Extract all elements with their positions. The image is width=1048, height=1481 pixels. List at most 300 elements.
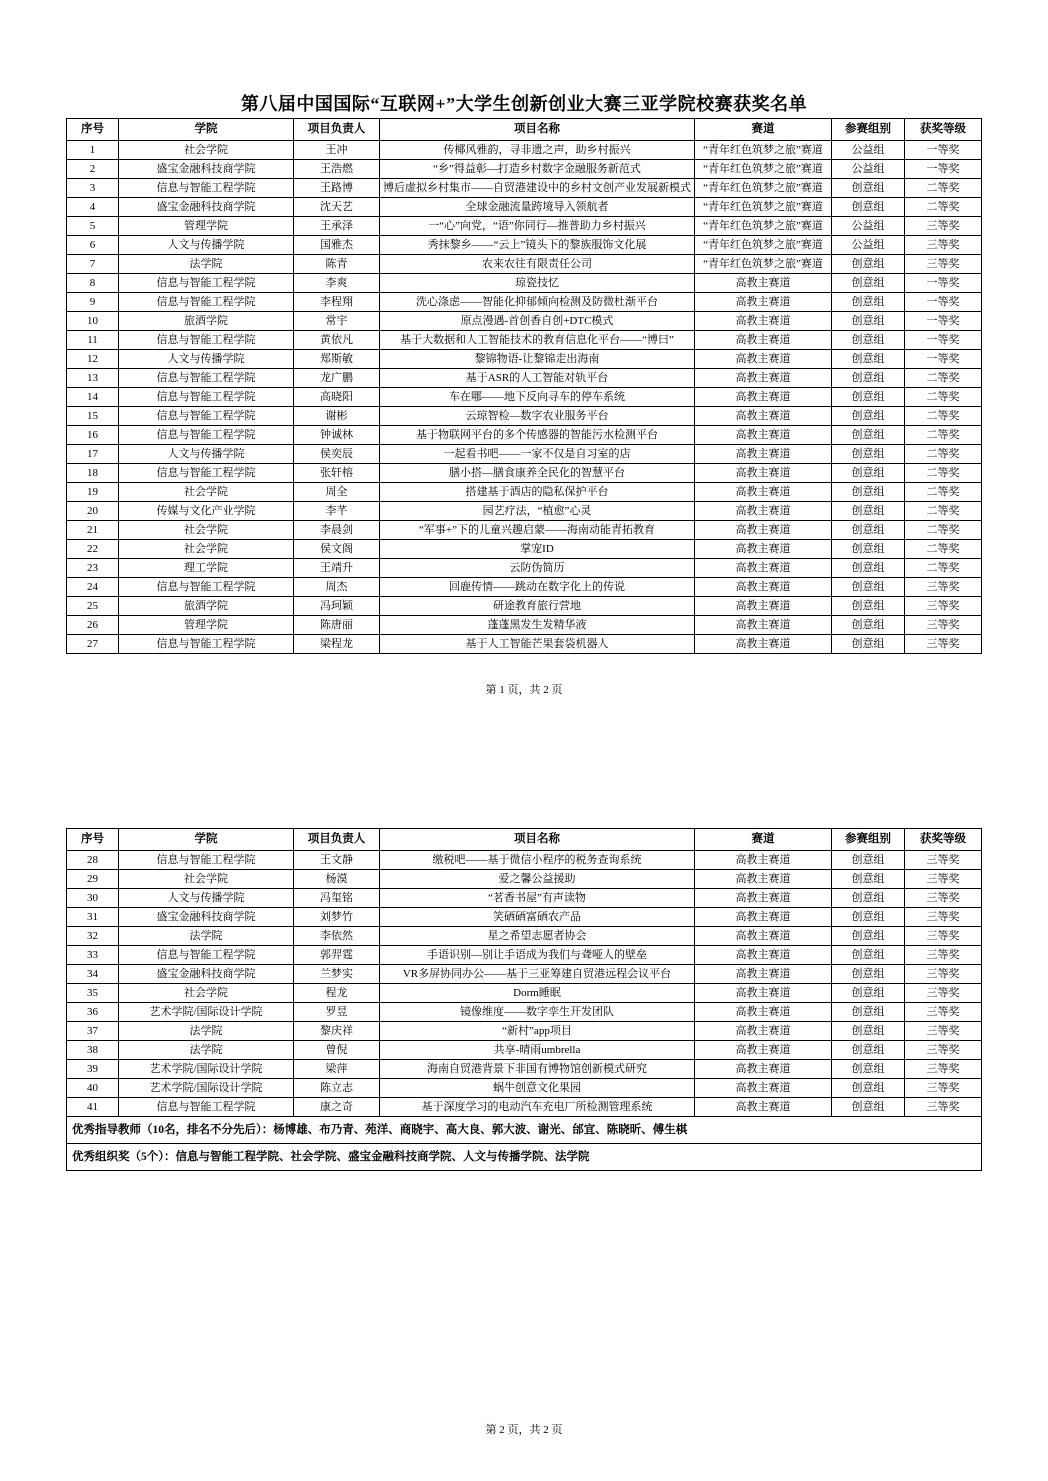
table-cell: 创意组 (832, 179, 905, 198)
table-row (67, 388, 982, 407)
table-cell: 信息与智能工程学院 (119, 426, 294, 445)
table-cell: 云琼智检—数字农业服务平台 (380, 407, 695, 426)
table-row (67, 946, 982, 965)
table-cell: 梁萍 (294, 1060, 380, 1079)
table-row (67, 559, 982, 578)
table-cell: 高教主赛道 (695, 502, 832, 521)
table-cell: 13 (67, 369, 119, 388)
table-cell: 三等奖 (905, 578, 982, 597)
table-cell: 黎锦物语-让黎锦走出海南 (380, 350, 695, 369)
table-cell: 国雅杰 (294, 236, 380, 255)
table-cell: 创意组 (832, 889, 905, 908)
table-cell: 李芊 (294, 502, 380, 521)
table-row (67, 597, 982, 616)
column-header: 学院 (119, 829, 294, 851)
table-cell: 三等奖 (905, 597, 982, 616)
table-cell: 刘梦竹 (294, 908, 380, 927)
table-cell: 人文与传播学院 (119, 236, 294, 255)
table-cell: 创意组 (832, 521, 905, 540)
table-cell: 创意组 (832, 483, 905, 502)
table-cell: 艺术学院/国际设计学院 (119, 1003, 294, 1022)
table-cell: 17 (67, 445, 119, 464)
table-cell: 二等奖 (905, 483, 982, 502)
table-cell: 14 (67, 388, 119, 407)
table-cell: 创意组 (832, 198, 905, 217)
table-cell: 28 (67, 851, 119, 870)
table-row (67, 1060, 982, 1079)
table-cell: 高教主赛道 (695, 521, 832, 540)
table-cell: 兰梦实 (294, 965, 380, 984)
table-cell: 艺术学院/国际设计学院 (119, 1060, 294, 1079)
table-cell: 信息与智能工程学院 (119, 578, 294, 597)
column-header: 获奖等级 (905, 119, 982, 141)
table-cell: 高教主赛道 (695, 889, 832, 908)
table-cell: 陈青 (294, 255, 380, 274)
table-cell: 高教主赛道 (695, 1060, 832, 1079)
table-cell: 27 (67, 635, 119, 654)
table-cell: “青年红色筑梦之旅”赛道 (695, 198, 832, 217)
table-cell: 11 (67, 331, 119, 350)
table-row (67, 1003, 982, 1022)
table-cell: 创意组 (832, 946, 905, 965)
table-cell: 6 (67, 236, 119, 255)
table-cell: 创意组 (832, 274, 905, 293)
table-cell: 高教主赛道 (695, 965, 832, 984)
table-cell: 一“心”向党，“语”你同行—推普助力乡村振兴 (380, 217, 695, 236)
table-cell: 管理学院 (119, 217, 294, 236)
table-cell: 高教主赛道 (695, 1022, 832, 1041)
column-header: 学院 (119, 119, 294, 141)
table-cell: 艺术学院/国际设计学院 (119, 1079, 294, 1098)
table-cell: 一等奖 (905, 312, 982, 331)
table-cell: 社会学院 (119, 483, 294, 502)
table-cell: 公益组 (832, 141, 905, 160)
table-cell: 三等奖 (905, 927, 982, 946)
table-cell: 传媒与文化产业学院 (119, 502, 294, 521)
table-cell: “青年红色筑梦之旅”赛道 (695, 255, 832, 274)
table-row (67, 160, 982, 179)
table-cell: 高教主赛道 (695, 635, 832, 654)
table-cell: 李爽 (294, 274, 380, 293)
table-cell: 蓬蓬黑发生发精华液 (380, 616, 695, 635)
table-cell: 法学院 (119, 1022, 294, 1041)
table-cell: 三等奖 (905, 1041, 982, 1060)
table-cell: 法学院 (119, 927, 294, 946)
table-cell: 冯珂颖 (294, 597, 380, 616)
table-cell: “青年红色筑梦之旅”赛道 (695, 141, 832, 160)
table-cell: 创意组 (832, 312, 905, 331)
column-header: 参赛组别 (832, 119, 905, 141)
table-cell: 全球金融流量跨境导入领航者 (380, 198, 695, 217)
table-cell: 三等奖 (905, 236, 982, 255)
table-cell: 侯奕辰 (294, 445, 380, 464)
table-cell: 二等奖 (905, 521, 982, 540)
table-body-page-2 (67, 851, 982, 1117)
table-row (67, 445, 982, 464)
table-row (67, 908, 982, 927)
table-row (67, 312, 982, 331)
outstanding-organization-text: 优秀组织奖（5个）：信息与智能工程学院、社会学院、盛宝金融科技商学院、人文与传播学院、法学院 (67, 1144, 982, 1171)
table-cell: 创意组 (832, 616, 905, 635)
outstanding-teachers-text: 优秀指导教师（10名，排名不分先后）：杨博雄、布乃青、苑洋、商晓宇、高大良、郭大波、谢光、邰宜、陈晓昕、傅生棋 (67, 1117, 982, 1144)
table-cell: 创意组 (832, 369, 905, 388)
table-cell: 手语识别—别让手语成为我们与聋哑人的壁垒 (380, 946, 695, 965)
table-cell: 创意组 (832, 350, 905, 369)
table-cell: 王冲 (294, 141, 380, 160)
table-cell: 旅酒学院 (119, 597, 294, 616)
table-cell: 三等奖 (905, 889, 982, 908)
table-cell: 洗心涤虑——智能化抑郁倾向检测及防微杜渐平台 (380, 293, 695, 312)
table-row (67, 1079, 982, 1098)
table-cell: 高教主赛道 (695, 946, 832, 965)
table-cell: 黎庆祥 (294, 1022, 380, 1041)
table-cell: 二等奖 (905, 464, 982, 483)
table-cell: 创意组 (832, 1060, 905, 1079)
table-row (67, 217, 982, 236)
table-cell: 4 (67, 198, 119, 217)
table-cell: 高教主赛道 (695, 312, 832, 331)
table-cell: 掌宠ID (380, 540, 695, 559)
table-cell: “青年红色筑梦之旅”赛道 (695, 217, 832, 236)
column-header: 参赛组别 (832, 829, 905, 851)
table-cell: 回鹿传情——跳动在数字化上的传说 (380, 578, 695, 597)
table-cell: 16 (67, 426, 119, 445)
table-cell: 李晨剑 (294, 521, 380, 540)
table-cell: 博后虚拟乡村集市——自贸港建设中的乡村文创产业发展新模式 (380, 179, 695, 198)
table-row (67, 331, 982, 350)
table-cell: “新村”app项目 (380, 1022, 695, 1041)
column-header: 序号 (67, 829, 119, 851)
table-cell: 35 (67, 984, 119, 1003)
table-cell: 人文与传播学院 (119, 445, 294, 464)
table-cell: 沈天艺 (294, 198, 380, 217)
table-cell: 信息与智能工程学院 (119, 331, 294, 350)
table-cell: 共享-晴雨umbrella (380, 1041, 695, 1060)
table-cell: 王靖升 (294, 559, 380, 578)
table-cell: 二等奖 (905, 198, 982, 217)
table-cell: 创意组 (832, 578, 905, 597)
table-cell: 30 (67, 889, 119, 908)
table-cell: 农来农往有限责任公司 (380, 255, 695, 274)
table-cell: 32 (67, 927, 119, 946)
table-cell: 22 (67, 540, 119, 559)
table-cell: 创意组 (832, 464, 905, 483)
table-cell: 一等奖 (905, 160, 982, 179)
table-cell: 三等奖 (905, 1098, 982, 1117)
table-cell: 高教主赛道 (695, 407, 832, 426)
table-cell: 高教主赛道 (695, 350, 832, 369)
table-cell: VR多屏协同办公——基于三亚筹建自贸港远程会议平台 (380, 965, 695, 984)
table-cell: 李依然 (294, 927, 380, 946)
table-cell: 陈唐丽 (294, 616, 380, 635)
table-cell: 29 (67, 870, 119, 889)
table-cell: 王浩燃 (294, 160, 380, 179)
page2-footer: 第 2 页，共 2 页 (485, 1424, 563, 1436)
awards-table-page-1 (66, 118, 982, 654)
table-cell: 陈立志 (294, 1079, 380, 1098)
table-row (67, 540, 982, 559)
table-cell: 信息与智能工程学院 (119, 388, 294, 407)
table-cell: 盛宝金融科技商学院 (119, 965, 294, 984)
table-cell: 5 (67, 217, 119, 236)
table-cell: “青年红色筑梦之旅”赛道 (695, 236, 832, 255)
table-cell: 高晓阳 (294, 388, 380, 407)
table-cell: 20 (67, 502, 119, 521)
table-cell: 琼瓷技忆 (380, 274, 695, 293)
table-cell: 王承泽 (294, 217, 380, 236)
table-row (67, 1022, 982, 1041)
table-cell: 高教主赛道 (695, 870, 832, 889)
table-cell: 高教主赛道 (695, 578, 832, 597)
table-cell: 常宇 (294, 312, 380, 331)
table-cell: 信息与智能工程学院 (119, 407, 294, 426)
table-cell: 创意组 (832, 388, 905, 407)
table-cell: 基于人工智能芒果套袋机器人 (380, 635, 695, 654)
table-row (67, 851, 982, 870)
table-row (67, 426, 982, 445)
table-row (67, 870, 982, 889)
table-cell: 高教主赛道 (695, 445, 832, 464)
table-cell: 三等奖 (905, 908, 982, 927)
table-cell: 创意组 (832, 540, 905, 559)
table-cell: 基于ASR的人工智能对轨平台 (380, 369, 695, 388)
table-cell: 二等奖 (905, 179, 982, 198)
table-cell: 25 (67, 597, 119, 616)
column-header: 项目负责人 (294, 119, 380, 141)
table-cell: 王文静 (294, 851, 380, 870)
table-cell: 创意组 (832, 407, 905, 426)
table-cell: 一等奖 (905, 350, 982, 369)
table-cell: 高教主赛道 (695, 597, 832, 616)
column-header: 项目名称 (380, 119, 695, 141)
table-cell: 信息与智能工程学院 (119, 293, 294, 312)
table-cell: 创意组 (832, 331, 905, 350)
table-cell: 高教主赛道 (695, 616, 832, 635)
table-cell: 理工学院 (119, 559, 294, 578)
table-cell: 26 (67, 616, 119, 635)
table-cell: 高教主赛道 (695, 984, 832, 1003)
table-cell: 10 (67, 312, 119, 331)
document-title: 第八届中国国际“互联网+”大学生创新创业大赛三亚学院校赛获奖名单 (240, 94, 808, 114)
table-cell: 社会学院 (119, 984, 294, 1003)
table-cell: 镜像维度——数字孪生开发团队 (380, 1003, 695, 1022)
table-row (67, 141, 982, 160)
table-cell: 信息与智能工程学院 (119, 635, 294, 654)
table-cell: 三等奖 (905, 965, 982, 984)
table-cell: 24 (67, 578, 119, 597)
table-cell: 信息与智能工程学院 (119, 946, 294, 965)
outstanding-teachers-row (67, 1117, 982, 1144)
table-cell: 云防伪简历 (380, 559, 695, 578)
table-cell: 三等奖 (905, 1003, 982, 1022)
table-cell: “茗香书屋”有声读物 (380, 889, 695, 908)
table-cell: 创意组 (832, 1098, 905, 1117)
table-cell: 12 (67, 350, 119, 369)
table-cell: 三等奖 (905, 1022, 982, 1041)
table-cell: 创意组 (832, 870, 905, 889)
table-cell: 郑斯敏 (294, 350, 380, 369)
table-cell: 基于深度学习的电动汽车充电厂所检测管理系统 (380, 1098, 695, 1117)
table-body-page-1 (67, 141, 982, 654)
table-cell: 二等奖 (905, 426, 982, 445)
table-cell: 高教主赛道 (695, 1079, 832, 1098)
table-cell: 谢彬 (294, 407, 380, 426)
table-cell: 人文与传播学院 (119, 889, 294, 908)
column-header: 赛道 (695, 829, 832, 851)
table-cell: 创意组 (832, 255, 905, 274)
table-row (67, 369, 982, 388)
table-cell: 黄依凡 (294, 331, 380, 350)
table-cell: 40 (67, 1079, 119, 1098)
table-cell: 法学院 (119, 1041, 294, 1060)
table-row (67, 521, 982, 540)
table-cell: 笑硒硒富硒农产品 (380, 908, 695, 927)
table-cell: 搭建基于酒店的隐私保护平台 (380, 483, 695, 502)
table-cell: 一等奖 (905, 274, 982, 293)
table-cell: 盛宝金融科技商学院 (119, 908, 294, 927)
table-cell: 创意组 (832, 597, 905, 616)
table-row (67, 293, 982, 312)
table-cell: “军事+”下的儿童兴趣启蒙——海南动能青拓教育 (380, 521, 695, 540)
column-header: 项目负责人 (294, 829, 380, 851)
table-cell: 创意组 (832, 559, 905, 578)
table-cell: 8 (67, 274, 119, 293)
table-cell: “乡”得益彰—打造乡村数字金融服务新范式 (380, 160, 695, 179)
table-cell: 创意组 (832, 927, 905, 946)
table-cell: 创意组 (832, 502, 905, 521)
table-cell: 蜗牛创意文化果园 (380, 1079, 695, 1098)
table-cell: 公益组 (832, 160, 905, 179)
table-cell: 高教主赛道 (695, 293, 832, 312)
table-cell: 二等奖 (905, 445, 982, 464)
table-cell: 二等奖 (905, 369, 982, 388)
table-cell: 龙广鹏 (294, 369, 380, 388)
table-cell: 高教主赛道 (695, 483, 832, 502)
table-cell: 星之希望志愿者协会 (380, 927, 695, 946)
table-cell: 创意组 (832, 445, 905, 464)
table-row (67, 179, 982, 198)
table-cell: 高教主赛道 (695, 369, 832, 388)
table-cell: 秀抹黎乡——“云上”镜头下的黎族服饰文化展 (380, 236, 695, 255)
table-row (67, 635, 982, 654)
table-cell: 二等奖 (905, 502, 982, 521)
table-cell: 三等奖 (905, 1060, 982, 1079)
table-cell: 侯文阁 (294, 540, 380, 559)
table-cell: 2 (67, 160, 119, 179)
table-cell: 缴税吧——基于微信小程序的税务查询系统 (380, 851, 695, 870)
table-cell: 海南自贸港背景下非国有博物馆创新模式研究 (380, 1060, 695, 1079)
table-cell: 程龙 (294, 984, 380, 1003)
table-header-row (67, 829, 982, 851)
table-row (67, 407, 982, 426)
table-cell: 罗昱 (294, 1003, 380, 1022)
table-cell: 信息与智能工程学院 (119, 464, 294, 483)
table-cell: 旅酒学院 (119, 312, 294, 331)
table-row (67, 927, 982, 946)
table-cell: 公益组 (832, 236, 905, 255)
table-cell: 社会学院 (119, 540, 294, 559)
table-cell: 法学院 (119, 255, 294, 274)
table-cell: 18 (67, 464, 119, 483)
table-cell: 一等奖 (905, 331, 982, 350)
table-cell: 基于大数据和人工智能技术的教育信息化平台——“博曰” (380, 331, 695, 350)
table-cell: 信息与智能工程学院 (119, 369, 294, 388)
table-cell: Dorm睡眠 (380, 984, 695, 1003)
table-cell: 二等奖 (905, 388, 982, 407)
table-cell: 二等奖 (905, 407, 982, 426)
table-row (67, 984, 982, 1003)
table-cell: 冯玺铭 (294, 889, 380, 908)
table-cell: 三等奖 (905, 984, 982, 1003)
table-cell: 高教主赛道 (695, 388, 832, 407)
table-cell: 爱之馨公益援助 (380, 870, 695, 889)
table-cell: 郭羿霆 (294, 946, 380, 965)
table-cell: 39 (67, 1060, 119, 1079)
table-cell: 33 (67, 946, 119, 965)
table-cell: 19 (67, 483, 119, 502)
table-row (67, 1098, 982, 1117)
table-cell: 3 (67, 179, 119, 198)
table-cell: 15 (67, 407, 119, 426)
table-cell: 高教主赛道 (695, 540, 832, 559)
table-cell: 信息与智能工程学院 (119, 274, 294, 293)
table-cell: 王路博 (294, 179, 380, 198)
table-cell: 社会学院 (119, 521, 294, 540)
table-cell: 研途教育旅行营地 (380, 597, 695, 616)
table-cell: 23 (67, 559, 119, 578)
awards-table-page-2 (66, 828, 982, 1171)
table-cell: 梁程龙 (294, 635, 380, 654)
table-cell: 二等奖 (905, 540, 982, 559)
table-row (67, 616, 982, 635)
column-header: 获奖等级 (905, 829, 982, 851)
table-cell: 高教主赛道 (695, 426, 832, 445)
table-cell: “青年红色筑梦之旅”赛道 (695, 179, 832, 198)
table-row (67, 965, 982, 984)
table-cell: 车在哪——地下反向寻车的停车系统 (380, 388, 695, 407)
table-row (67, 464, 982, 483)
table-cell: 创意组 (832, 426, 905, 445)
table-cell: 三等奖 (905, 217, 982, 236)
column-header: 序号 (67, 119, 119, 141)
table-cell: 1 (67, 141, 119, 160)
table-cell: 社会学院 (119, 141, 294, 160)
table-cell: 传椰风雅韵，寻非遗之声，助乡村振兴 (380, 141, 695, 160)
table-row (67, 578, 982, 597)
table-cell: 管理学院 (119, 616, 294, 635)
table-row (67, 889, 982, 908)
table-cell: 钟诚林 (294, 426, 380, 445)
table-row (67, 1041, 982, 1060)
table-cell: 创意组 (832, 984, 905, 1003)
table-cell: 张轩榕 (294, 464, 380, 483)
table-cell: 9 (67, 293, 119, 312)
table-cell: 高教主赛道 (695, 274, 832, 293)
table-row (67, 483, 982, 502)
column-header: 项目名称 (380, 829, 695, 851)
table-cell: 膳小搭—膳食康养全民化的智慧平台 (380, 464, 695, 483)
table-cell: 高教主赛道 (695, 1098, 832, 1117)
table-cell: 三等奖 (905, 946, 982, 965)
table-cell: 周杰 (294, 578, 380, 597)
table-row (67, 198, 982, 217)
table-cell: 一等奖 (905, 141, 982, 160)
table-cell: 高教主赛道 (695, 908, 832, 927)
table-cell: 创意组 (832, 293, 905, 312)
table-cell: 创意组 (832, 635, 905, 654)
table-cell: 创意组 (832, 1003, 905, 1022)
table-cell: 高教主赛道 (695, 851, 832, 870)
